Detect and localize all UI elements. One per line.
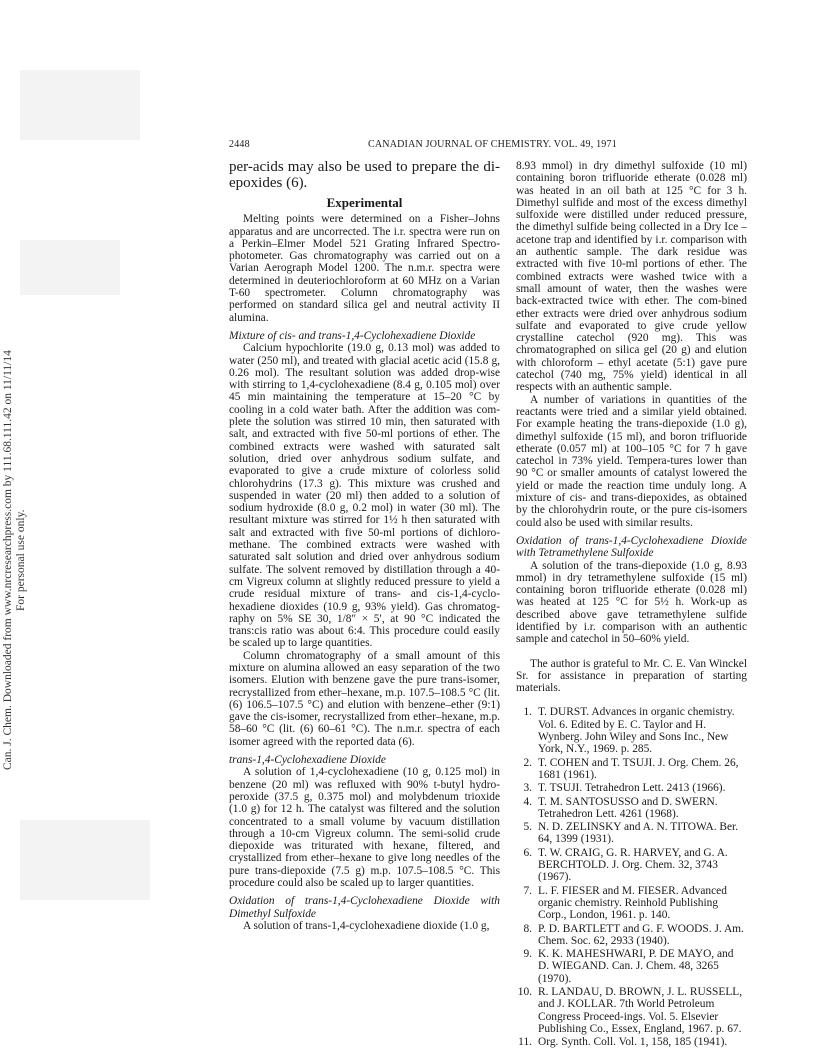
reference-item xyxy=(516,923,747,948)
reference-number: 10. xyxy=(517,986,532,998)
reference-item xyxy=(516,796,747,821)
scan-artifact xyxy=(20,70,140,140)
reference-item xyxy=(516,757,747,782)
reference-text: K. K. MAHESHWARI, P. DE MAYO, and D. WIEGAND. Can. J. Chem. 48, 3265 (1970). xyxy=(538,948,734,985)
reference-number: 4. xyxy=(523,795,532,808)
right-column xyxy=(516,160,747,1049)
reference-number: 1. xyxy=(523,706,532,719)
page-number: 2448 xyxy=(229,139,250,150)
reference-number: 6. xyxy=(523,846,532,859)
reference-text: T. TSUJI. Tetrahedron Lett. 2413 (1966). xyxy=(538,782,726,795)
reference-item xyxy=(516,821,747,846)
reference-item xyxy=(516,782,747,794)
body-paragraph: A number of variations in quantities of the reactants were tried and a similar yield obtained. For example heating the trans-diepoxide (1.0 g), dimethyl sulfoxide (15 ml), and boron trifluoride etherate (0.057 ml) at 100–105 °C for 7 h gave catechol in 73% yield. Tempera-tures lower than 90 °C or smaller amounts of catalyst lowered the yield or made the reaction time unduly long. A mixture of cis- and trans-diepoxides, as obtained by the chlorohydrin route, or the pure cis-isomers could also be used with similar results. xyxy=(516,393,747,529)
reference-text: T. W. CRAIG, G. R. HARVEY, and G. A. BERCHTOLD. J. Org. Chem. 32, 3743 (1967). xyxy=(538,846,728,884)
scan-artifact xyxy=(20,240,120,295)
reference-item xyxy=(516,847,747,884)
reference-item xyxy=(516,986,747,1035)
reference-item xyxy=(516,885,747,922)
running-title: CANADIAN JOURNAL OF CHEMISTRY. VOL. 49, 1971 xyxy=(368,139,617,150)
subheading: Mixture of cis- and trans-1,4-Cyclohexadiene Dioxide xyxy=(229,329,476,342)
left-column xyxy=(229,160,500,932)
reference-item xyxy=(516,1036,747,1048)
reference-text: N. D. ZELINSKY and A. N. TITOWA. Ber. 64, 1399 (1931). xyxy=(538,821,739,846)
reference-item xyxy=(516,706,747,755)
reference-text: T. DURST. Advances in organic chemistry. Vol. 6. Edited by E. C. Taylor and H. Wynberg. John Wiley and Sons Inc., New York, N.Y., 1969. p. 285. xyxy=(538,706,735,756)
reference-text: T. M. SANTOSUSSO and D. SWERN. Tetrahedron Lett. 4261 (1968). xyxy=(538,795,718,820)
reference-number: 9. xyxy=(523,948,532,961)
reference-number: 5. xyxy=(523,821,532,834)
reference-text: P. D. BARTLETT and G. F. WOODS. J. Am. Chem. Soc. 62, 2933 (1940). xyxy=(538,922,744,947)
reference-text: Org. Synth. Coll. Vol. 1, 158, 185 (1941). xyxy=(538,1036,728,1049)
reference-list xyxy=(516,706,747,1048)
reference-item xyxy=(516,948,747,985)
acknowledgement: The author is grateful to Mr. C. E. Van Winckel Sr. for assistance in preparation of starting materials. xyxy=(516,657,747,695)
scan-artifact xyxy=(20,820,150,900)
subheading: Oxidation of trans-1,4-Cyclohexadiene Dioxide with Dimethyl Sulfoxide xyxy=(229,895,500,920)
lead-paragraph: per-acids may also be used to prepare the di-epoxides (6). xyxy=(229,159,500,191)
reference-number: 7. xyxy=(523,884,532,897)
subheading: trans-1,4-Cyclohexadiene Dioxide xyxy=(229,754,386,767)
subheading: Oxidation of trans-1,4-Cyclohexadiene Dioxide with Tetramethylene Sulfoxide xyxy=(516,534,747,560)
watermark-line-2: For personal use only. xyxy=(15,509,27,611)
reference-number: 3. xyxy=(523,782,532,795)
body-paragraph: A solution of 1,4-cyclohexadiene (10 g, 0.125 mol) in benzene (20 ml) was refluxed with 90% t-butyl hydro-peroxide (37.5 g, 0.375 mol) and molybdenum trioxide (1.0 g) for 12 h. The catalyst was filtered and the solution concentrated to a small volume by vacuum distillation through a 10-cm Vigreux column. The semi-solid crude diepoxide was triturated with hexane, filtered, and crystallized from ether–hexane to give long needles of the pure trans-diepoxide (7.5 g) m.p. 107.5–108.5 °C. This procedure could also be scaled up to larger quantities. xyxy=(229,766,500,890)
watermark-line-1: Can. J. Chem. Downloaded from www.nrcresearchpress.com by 111.68.111.42 on 11/11/14 xyxy=(2,350,14,770)
body-paragraph: A solution of trans-1,4-cyclohexadiene dioxide (1.0 g, xyxy=(243,919,490,932)
reference-text: R. LANDAU, D. BROWN, J. L. RUSSELL, and J. KOLLAR. 7th World Petroleum Congress Proceed-ings. Vol. 5. Elsevier Publishing Co., Essex, England, 1967. p. 67. xyxy=(538,986,743,1035)
download-watermark xyxy=(2,240,28,880)
reference-number: 11. xyxy=(518,1036,532,1049)
intro-paragraph: Melting points were determined on a Fisher–Johns apparatus and are uncorrected. The i.r. spectra were run on a Perkin–Elmer Model 521 Grating Infrared Spectro-photometer. Gas chromatography was carried out on a Varian Aerograph Model 1200. The n.m.r. spectra were determined in deuteriochloroform at 60 MHz on a Varian T-60 spectrometer. Column chromatography was performed on standard silica gel and neutral activity II alumina. xyxy=(229,213,500,324)
body-paragraph: A solution of the trans-diepoxide (1.0 g, 8.93 mmol) in dry tetramethylene sulfoxide (15 ml) containing boron trifluoride etherate (0.028 ml) was heated at 125 °C for 5½ h. Work-up as described above gave tetramethylene sulfide identified by i.r. comparison with an authentic sample and catechol in 50–60% yield. xyxy=(516,559,747,646)
reference-text: L. F. FIESER and M. FIESER. Advanced organic chemistry. Reinhold Publishing Corp., London, 1961. p. 140. xyxy=(538,884,727,922)
body-paragraph: Calcium hypochlorite (19.0 g, 0.13 mol) was added to water (250 ml), and treated with glacial acetic acid (15.8 g, 0.26 mol). The resultant solution was added drop-wise with stirring to 1,4-cyclohexadiene (8.4 g, 0.105 mol) over 45 min maintaining the temperature at 15–20 °C by cooling in a cold water bath. After the addition was com-plete the solution was stirred 10 min, then saturated with salt, and extracted with five 50-ml portions of ether. The combined extracts were washed with saturated salt solution, dried over anhydrous sodium sulfate, and evaporated to give a crude mixture of colorless solid chlorohydrins (17.3 g). This mixture was crushed and suspended in water (20 ml) then added to a solution of sodium hydroxide (8.0 g, 0.2 mol) in water (30 ml). The resultant mixture was stirred for 1½ h then saturated with salt and extracted with five 50-ml portions of dichloro-methane. The combined extracts were washed with saturated salt solution and dried over anhydrous sodium sulfate. The solvent removed by distillation through a 40-cm Vigreux column at slightly reduced pressure to yield a crude residual mixture of trans- and cis-1,4-cyclo-hexadiene dioxides (10.9 g, 93% yield). Gas chromatog-raphy on 5% SE 30, 1/8″ × 5′, at 90 °C indicated the trans:cis ratio was about 6:4. This procedure could easily be scaled up to large quantities. xyxy=(229,342,500,650)
reference-number: 8. xyxy=(523,922,532,935)
section-title: Experimental xyxy=(326,195,403,210)
reference-text: T. COHEN and T. TSUJI. J. Org. Chem. 26, 1681 (1961). xyxy=(538,756,739,781)
body-paragraph: Column chromatography of a small amount of this mixture on alumina allowed an easy separation of the two isomers. Elution with benzene gave the pure trans-isomer, recrystallized from ether–hexane, m.p. 107.5–108.5 °C (lit. (6) 106.5–107.5 °C) and elution with benzene–ether (9:1) gave the cis-isomer, recrystallized from ether–hexane, m.p. 58–60 °C (lit. (6) 60–61 °C). The n.m.r. spectra of each isomer agreed with the reported data (6). xyxy=(229,649,500,748)
reference-number: 2. xyxy=(523,756,532,769)
body-paragraph: 8.93 mmol) in dry dimethyl sulfoxide (10 ml) containing boron trifluoride etherate (0.028 ml) was heated in an oil bath at 125 °C for 3 h. Dimethyl sulfide and most of the excess dimethyl sulfoxide were distilled under reduced pressure, the dimethyl sulfide being collected in a Dry Ice – acetone trap and identified by i.r. comparison with an authentic sample. The dark residue was extracted with five 10-ml portions of ether. The combined extracts were washed twice with a small amount of water, then the washes were back-extracted twice with ether. The com-bined ether extracts were dried over anhydrous sodium sulfate and evaporated to give crude yellow crystalline catechol (920 mg). This was chromatographed on silica gel (20 g) and elution with chloroform – ethyl acetate (5:1) gave pure catechol (740 mg, 75% yield) identical in all respects with an authentic sample. xyxy=(516,160,747,394)
